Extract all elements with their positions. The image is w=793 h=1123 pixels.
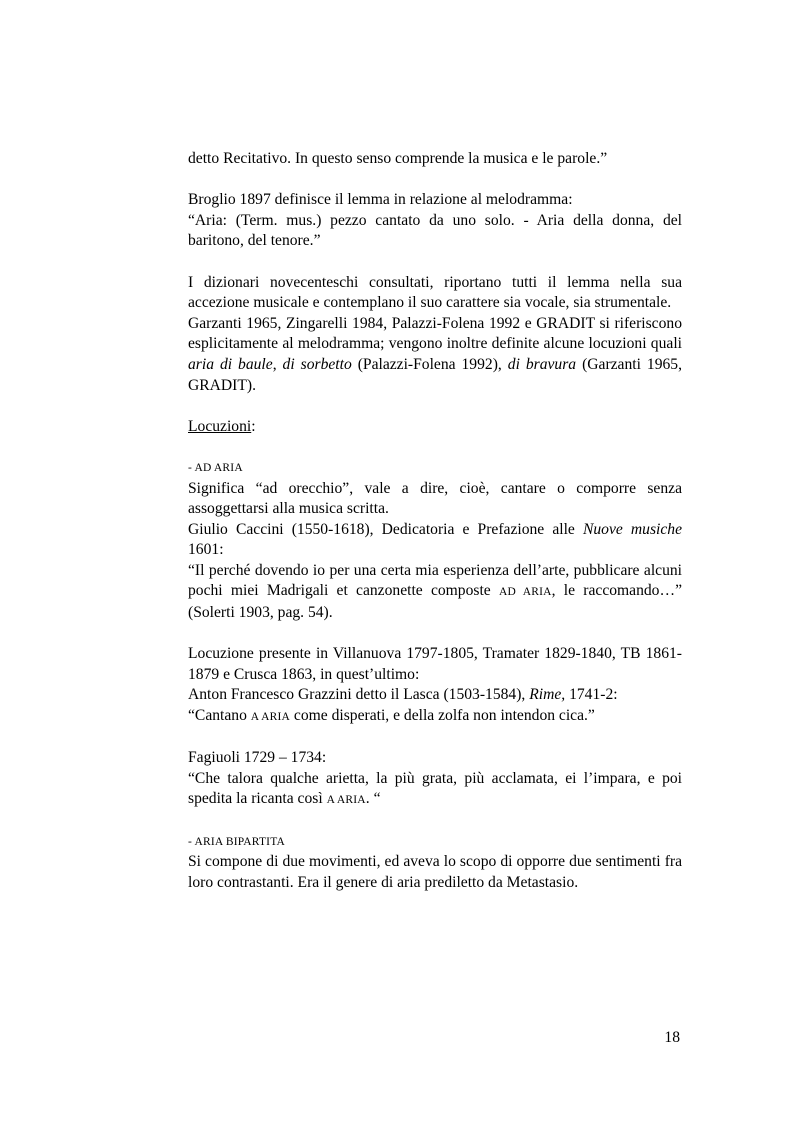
section-title-locuzioni: Locuzioni: (188, 417, 256, 435)
heading-ad-aria: - AD ARIA (188, 461, 243, 474)
broglio-quote: “Aria: (Term. mus.) pezzo cantato da uno solo. - Aria della donna, del baritono, del tenore.” (188, 211, 682, 250)
paragraph-recitativo: detto Recitativo. In questo senso comprende la musica e le parole.” (188, 150, 608, 167)
grazzini-citation: Anton Francesco Grazzini detto il Lasca (1503-1584), Rime, 1741-2: (188, 686, 618, 704)
heading-aria-bipartita: - ARIA BIPARTITA (188, 835, 286, 848)
paragraph-dizionari: I dizionari novecenteschi consultati, riportano tutti il lemma nella sua accezione musicale e contemplano il suo carattere sia vocale, sia strumentale. (188, 273, 682, 312)
ad-aria-citation: Giulio Caccini (1550-1618), Dedicatoria e Prefazione alle Nuove musiche 1601: (188, 520, 683, 559)
aria-bipartita-definition: Si compone di due movimenti, ed aveva lo scopo di opporre due sentimenti fra loro contrastanti. Era il genere di aria prediletto da Metastasio. (188, 853, 682, 891)
page-body (188, 149, 682, 893)
grazzini-quote: “Cantano A ARIA come disperati, e della zolfa non intendon cica.” (188, 707, 595, 725)
locuzione-sources: Locuzione presente in Villanuova 1797-1805, Tramater 1829-1840, TB 1861-1879 e Crusca 1863, in quest’ultimo: (188, 645, 682, 683)
page-number: 18 (664, 1029, 680, 1046)
term-di-sorbetto: di sorbetto (282, 355, 352, 373)
ad-aria-definition: Significa “ad orecchio”, vale a dire, cioè, cantare o comporre senza assoggettarsi alla musica scritta. (188, 479, 682, 518)
fagiuoli-quote: “Che talora qualche arietta, la più grata, più acclamata, ei l’impara, e poi spedita la ricanta così A ARIA. “ (188, 769, 682, 808)
fagiuoli-citation: Fagiuoli 1729 – 1734: (188, 749, 327, 767)
term-aria-di-baule: aria di baule (188, 355, 273, 373)
broglio-intro: Broglio 1897 definisce il lemma in relazione al melodramma: (188, 191, 573, 209)
term-di-bravura: di bravura (507, 355, 577, 373)
ad-aria-quote: “Il perché dovendo io per una certa mia esperienza dell’arte, pubblicare alcuni pochi miei Madrigali et canzonette composte AD ARIA, le raccomando…” (Solerti 1903, pag. 54). (188, 561, 682, 622)
paragraph-garzanti: Garzanti 1965, Zingarelli 1984, Palazzi-Folena 1992 e GRADIT si riferiscono esplicitamente al melodramma; vengono inoltre definite alcune locuzioni quali aria di baule, di sorbetto (Palazzi-Folena 1992), di bravura (Garzanti 1965, GRADIT). (188, 314, 682, 394)
